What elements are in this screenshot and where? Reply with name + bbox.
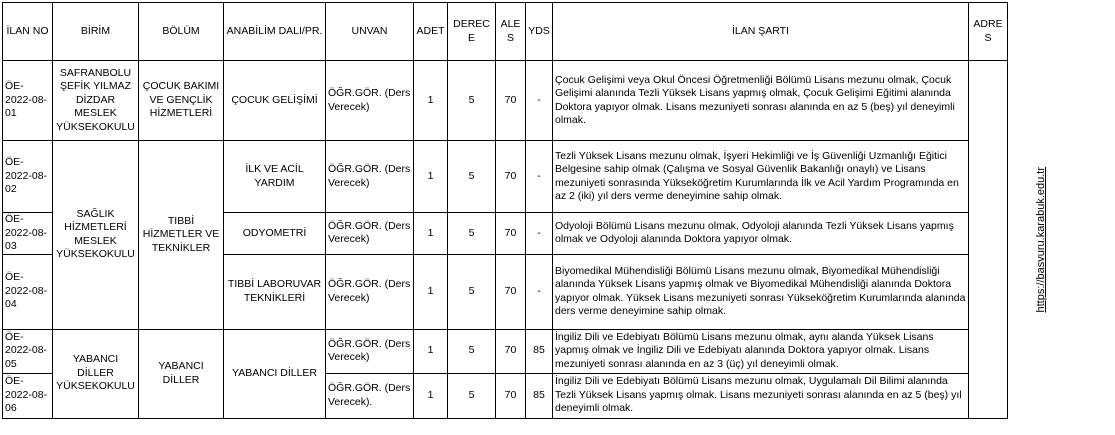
listing-code: ÖE-2022-08-06 bbox=[3, 373, 53, 418]
listing-code: ÖE-2022-08-05 bbox=[3, 329, 53, 373]
count-value: 1 bbox=[414, 329, 448, 373]
header-bolum: BÖLÜM bbox=[139, 3, 224, 61]
count-value: 1 bbox=[414, 141, 448, 213]
anabilim-name: YABANCI DİLLER bbox=[224, 329, 326, 418]
header-ilan-no: İLAN NO bbox=[3, 3, 53, 61]
unit-name: SAFRANBOLU ŞEFİK YILMAZ DİZDAR MESLEK YÜKSEKOKULU bbox=[53, 61, 139, 141]
table-row bbox=[3, 141, 1008, 213]
header-ilan-sarti: İLAN ŞARTI bbox=[553, 3, 969, 61]
anabilim-name: ODYOMETRİ bbox=[224, 213, 326, 255]
degree-value: 5 bbox=[448, 213, 496, 255]
requirement-text: İngiliz Dili ve Edebiyatı Bölümü Lisans mezunu olmak, Uygulamalı Dil Bilimi alanında Tezli Yüksek Lisans yapmış olmak. Lisans mezuniyeti sonrası alanında en az 5 (beş) yıl deneyimli olmak. bbox=[553, 373, 969, 418]
degree-value: 5 bbox=[448, 141, 496, 213]
ales-value: 70 bbox=[496, 61, 526, 141]
unit-name: YABANCI DİLLER YÜKSEKOKULU bbox=[53, 329, 139, 418]
department-name: TIBBİ HİZMETLER VE TEKNİKLER bbox=[139, 141, 224, 330]
listing-code: ÖE-2022-08-02 bbox=[3, 141, 53, 213]
ales-value: 70 bbox=[496, 329, 526, 373]
address-cell bbox=[969, 61, 1048, 419]
yds-value: - bbox=[526, 61, 553, 141]
header-anabilim: ANABİLİM DALI/PR. bbox=[224, 3, 326, 61]
header-yds: YDS bbox=[526, 3, 553, 61]
requirement-text: Odyoloji Bölümü Lisans mezunu olmak, Odyoloji alanında Tezli Yüksek Lisans yapmış olmak ve Odyoloji alanında Doktora yapıyor olmak. bbox=[553, 213, 969, 255]
yds-value: 85 bbox=[526, 373, 553, 418]
position-title: ÖĞR.GÖR. (Ders Verecek) bbox=[326, 254, 414, 329]
degree-value: 5 bbox=[448, 329, 496, 373]
job-listing-table bbox=[2, 2, 1048, 419]
anabilim-name: ÇOCUK GELİŞİMİ bbox=[224, 61, 326, 141]
header-ales: ALES bbox=[496, 3, 526, 61]
count-value: 1 bbox=[414, 373, 448, 418]
count-value: 1 bbox=[414, 213, 448, 255]
header-adres: ADRES bbox=[969, 3, 1008, 61]
anabilim-name: İLK VE ACİL YARDIM bbox=[224, 141, 326, 213]
header-birim: BİRİM bbox=[53, 3, 139, 61]
department-name: YABANCI DİLLER bbox=[139, 329, 224, 418]
department-name: ÇOCUK BAKIMI VE GENÇLİK HİZMETLERİ bbox=[139, 61, 224, 141]
requirement-text: Çocuk Gelişimi veya Okul Öncesi Öğretmenliği Bölümü Lisans mezunu olmak, Çocuk Gelişimi alanında Tezli Yüksek Lisans yapmış olmak, Çocuk Gelişimi Eğitimi alanında Doktora yapıyor olmak. Lisans mezuniyeti sonrası alanında en az 5 (beş) yıl deneyimli olmak. bbox=[553, 61, 969, 141]
listing-code: ÖE-2022-08-01 bbox=[3, 61, 53, 141]
ales-value: 70 bbox=[496, 141, 526, 213]
yds-value: - bbox=[526, 141, 553, 213]
header-derece: DERECE bbox=[448, 3, 496, 61]
anabilim-name: TIBBİ LABORUVAR TEKNİKLERİ bbox=[224, 254, 326, 329]
degree-value: 5 bbox=[448, 61, 496, 141]
position-title: ÖĞR.GÖR. (Ders Verecek) bbox=[326, 213, 414, 255]
position-title: ÖĞR.GÖR. (Ders Verecek) bbox=[326, 329, 414, 373]
unit-name: SAĞLIK HİZMETLERİ MESLEK YÜKSEKOKULU bbox=[53, 141, 139, 330]
ales-value: 70 bbox=[496, 213, 526, 255]
yds-value: 85 bbox=[526, 329, 553, 373]
position-title: ÖĞR.GÖR. (Ders Verecek) bbox=[326, 61, 414, 141]
count-value: 1 bbox=[414, 61, 448, 141]
requirement-text: Tezli Yüksek Lisans mezunu olmak, İşyeri Hekimliği ve İş Güvenliği Uzmanlığı Eğitici Belgesine sahip olmak (Çalışma ve Sosyal Güvenlik Bakanlığı onaylı) ve Lisans mezuniyeti sonrasında Yükseköğretim Kurumlarında İlk ve Acil Yardım Programında en az 2 (iki) yıl ders verme deneyimine sahip olmak. bbox=[553, 141, 969, 213]
yds-value: - bbox=[526, 254, 553, 329]
application-url-link[interactable]: https://basvuru.karabuk.edu.tr bbox=[1035, 166, 1048, 313]
degree-value: 5 bbox=[448, 254, 496, 329]
requirement-text: Biyomedikal Mühendisliği Bölümü Lisans mezunu olmak, Biyomedikal Mühendisliği alanında Yüksek Lisans yapmış olmak ve Biyomedikal Mühendisliği alanında Doktora yapıyor olmak. Yüksek Lisans mezuniyeti sonrası Yükseköğretim Kurumlarında alanında ders verme deneyimine sahip olmak. bbox=[553, 254, 969, 329]
listing-code: ÖE-2022-08-03 bbox=[3, 213, 53, 255]
ales-value: 70 bbox=[496, 254, 526, 329]
count-value: 1 bbox=[414, 254, 448, 329]
position-title: ÖĞR.GÖR. (Ders Verecek). bbox=[326, 373, 414, 418]
ales-value: 70 bbox=[496, 373, 526, 418]
position-title: ÖĞR.GÖR. (Ders Verecek) bbox=[326, 141, 414, 213]
table-row bbox=[3, 329, 1008, 373]
header-adet: ADET bbox=[414, 3, 448, 61]
header-row bbox=[3, 3, 1008, 61]
listing-code: ÖE-2022-08-04 bbox=[3, 254, 53, 329]
degree-value: 5 bbox=[448, 373, 496, 418]
yds-value: - bbox=[526, 213, 553, 255]
table-row bbox=[3, 61, 1008, 141]
header-unvan: UNVAN bbox=[326, 3, 414, 61]
requirement-text: İngiliz Dili ve Edebiyatı Bölümü Lisans mezunu olmak, aynı alanda Yüksek Lisans yapmış olmak ve İngiliz Dili ve Edebiyatı alanında Doktora yapıyor olmak. Lisans mezuniyeti sonrası alanında en az 3 (üç) yıl deneyimli olmak. bbox=[553, 329, 969, 373]
